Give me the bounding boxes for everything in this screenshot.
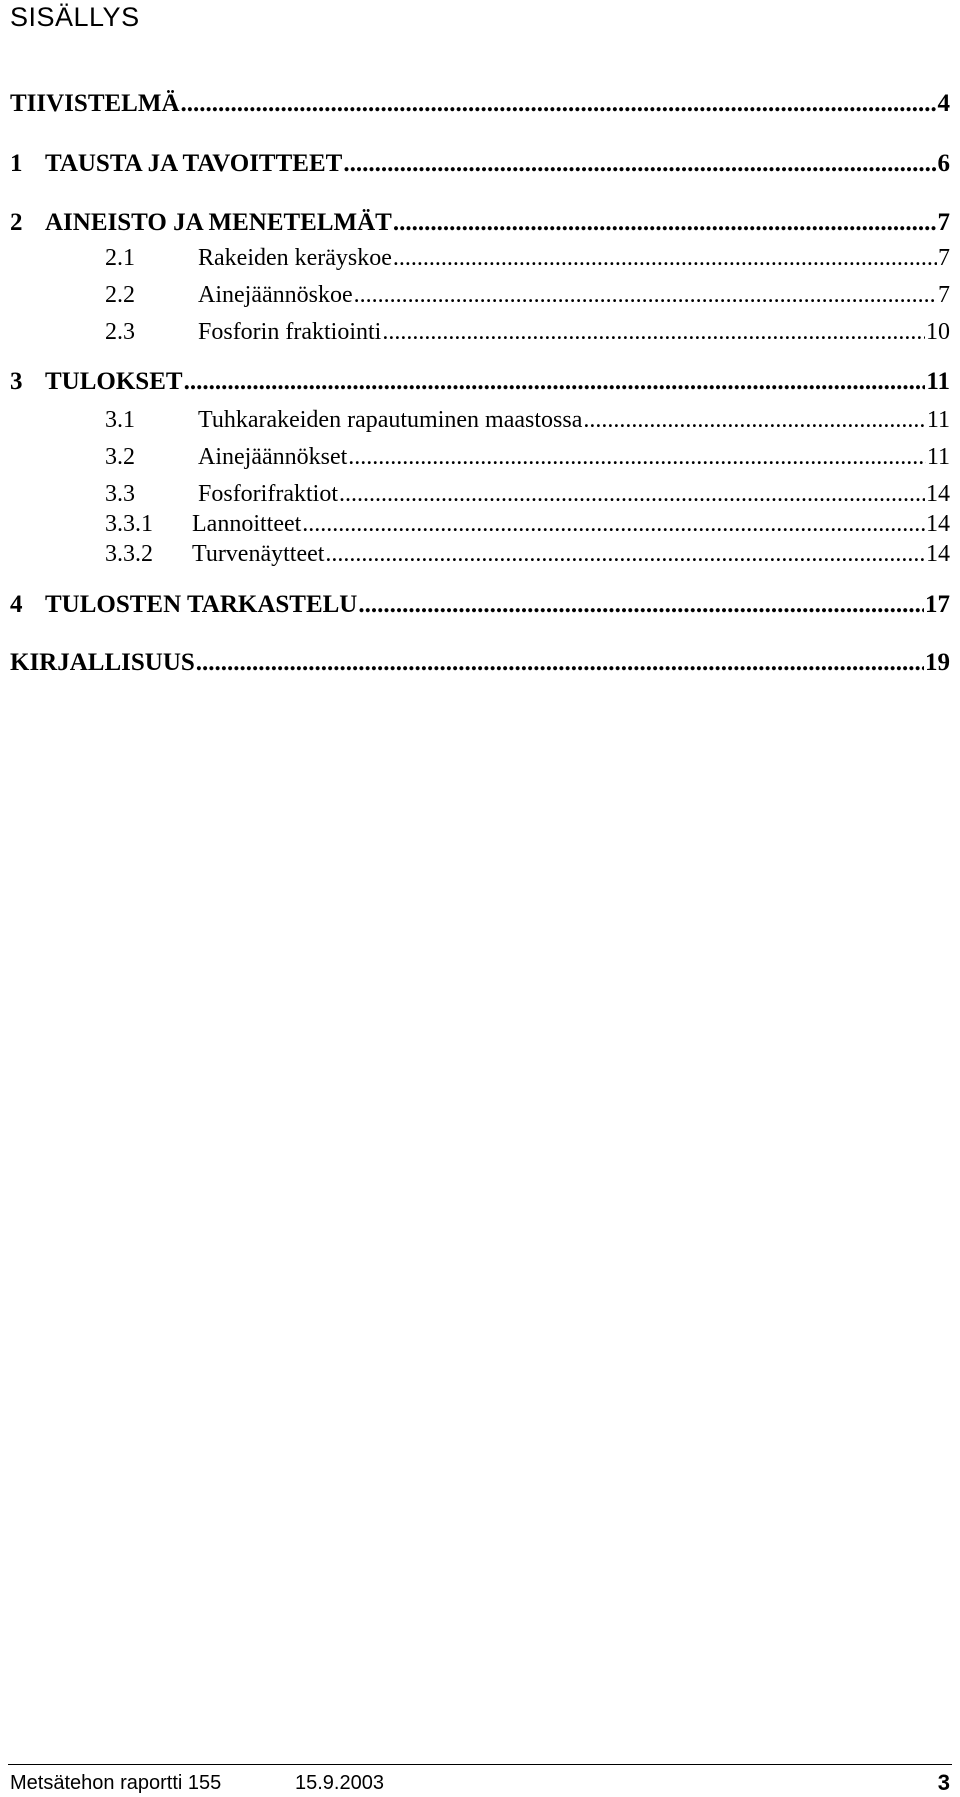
toc-entry-number: 3.1 — [105, 407, 135, 433]
toc-leader-dots — [393, 243, 937, 273]
toc-entry[interactable] — [10, 280, 950, 310]
toc-leader-dots — [393, 208, 937, 238]
footer-page-number: 3 — [937, 1770, 950, 1795]
toc-entry-page: 17 — [925, 591, 950, 618]
toc-entry[interactable] — [10, 479, 950, 509]
toc-leader-dots — [343, 149, 936, 179]
toc-entry-title: TAUSTA JA TAVOITTEET — [45, 150, 343, 177]
toc-leader-dots — [354, 280, 937, 310]
toc-entry-page: 14 — [926, 541, 950, 567]
toc-leader-dots — [184, 367, 926, 397]
toc-entry[interactable] — [10, 590, 950, 620]
toc-entry-page: 11 — [926, 368, 950, 395]
toc-entry[interactable] — [10, 317, 950, 347]
toc-entry[interactable] — [10, 208, 950, 238]
toc-entry-page: 4 — [937, 90, 950, 117]
toc-entry-title: TIIVISTELMÄ — [10, 90, 180, 117]
toc-entry-page: 10 — [926, 319, 950, 345]
toc-entry-number: 2.1 — [105, 245, 135, 271]
toc-entry-number: 2.2 — [105, 282, 135, 308]
toc-entry-page: 14 — [926, 511, 950, 537]
toc-entry[interactable] — [10, 149, 950, 179]
toc-entry-number: 1 — [10, 150, 23, 177]
toc-entry-title: Fosforifraktiot — [198, 481, 338, 507]
toc-entry-number: 2.3 — [105, 319, 135, 345]
toc-entry-page: 11 — [926, 444, 950, 470]
page-title: SISÄLLYS — [10, 2, 140, 32]
toc-entry-title: TULOSTEN TARKASTELU — [45, 591, 358, 618]
toc-entry-title: TULOKSET — [45, 368, 183, 395]
toc-entry-page: 7 — [937, 209, 950, 236]
toc-leader-dots — [358, 590, 924, 620]
toc-entry-title: AINEISTO JA MENETELMÄT — [45, 209, 392, 236]
toc-leader-dots — [339, 479, 925, 509]
toc-entry-title: Turvenäytteet — [192, 541, 325, 567]
toc-leader-dots — [325, 539, 925, 569]
toc-entry-title: Fosforin fraktiointi — [198, 319, 382, 345]
footer-divider — [8, 1764, 952, 1765]
toc-entry-page: 6 — [937, 150, 950, 177]
toc-entry-title: KIRJALLISUUS — [10, 649, 195, 676]
toc-entry[interactable] — [10, 509, 950, 539]
toc-entry-page: 7 — [938, 245, 950, 271]
toc-entry-number: 3 — [10, 368, 23, 395]
toc-entry[interactable] — [10, 648, 950, 678]
toc-entry-number: 2 — [10, 209, 23, 236]
toc-entry-title: Rakeiden keräyskoe — [198, 245, 392, 271]
toc-leader-dots — [196, 648, 924, 678]
footer-date: 15.9.2003 — [295, 1772, 384, 1794]
toc-leader-dots — [382, 317, 925, 347]
toc-entry-page: 19 — [925, 649, 950, 676]
toc-entry[interactable] — [10, 405, 950, 435]
toc-entry[interactable] — [10, 89, 950, 119]
toc-entry-page: 11 — [926, 407, 950, 433]
toc-entry-number: 3.2 — [105, 444, 135, 470]
toc-entry-title: Tuhkarakeiden rapautuminen maastossa — [198, 407, 583, 433]
toc-entry[interactable] — [10, 367, 950, 397]
toc-entry[interactable] — [10, 243, 950, 273]
toc-leader-dots — [302, 509, 925, 539]
toc-entry-number: 3.3 — [105, 481, 135, 507]
toc-leader-dots — [583, 405, 926, 435]
toc-entry-number: 3.3.2 — [105, 541, 153, 567]
toc-entry-title: Ainejäännökset — [198, 444, 348, 470]
toc-entry-number: 3.3.1 — [105, 511, 153, 537]
toc-entry-page: 14 — [926, 481, 950, 507]
toc-entry[interactable] — [10, 539, 950, 569]
toc-leader-dots — [348, 442, 926, 472]
toc-entry-title: Ainejäännöskoe — [198, 282, 353, 308]
toc-leader-dots — [181, 89, 937, 119]
toc-entry-page: 7 — [938, 282, 950, 308]
footer-report-title: Metsätehon raportti 155 — [10, 1772, 222, 1794]
toc-entry[interactable] — [10, 442, 950, 472]
toc-entry-number: 4 — [10, 591, 23, 618]
toc-entry-title: Lannoitteet — [192, 511, 302, 537]
